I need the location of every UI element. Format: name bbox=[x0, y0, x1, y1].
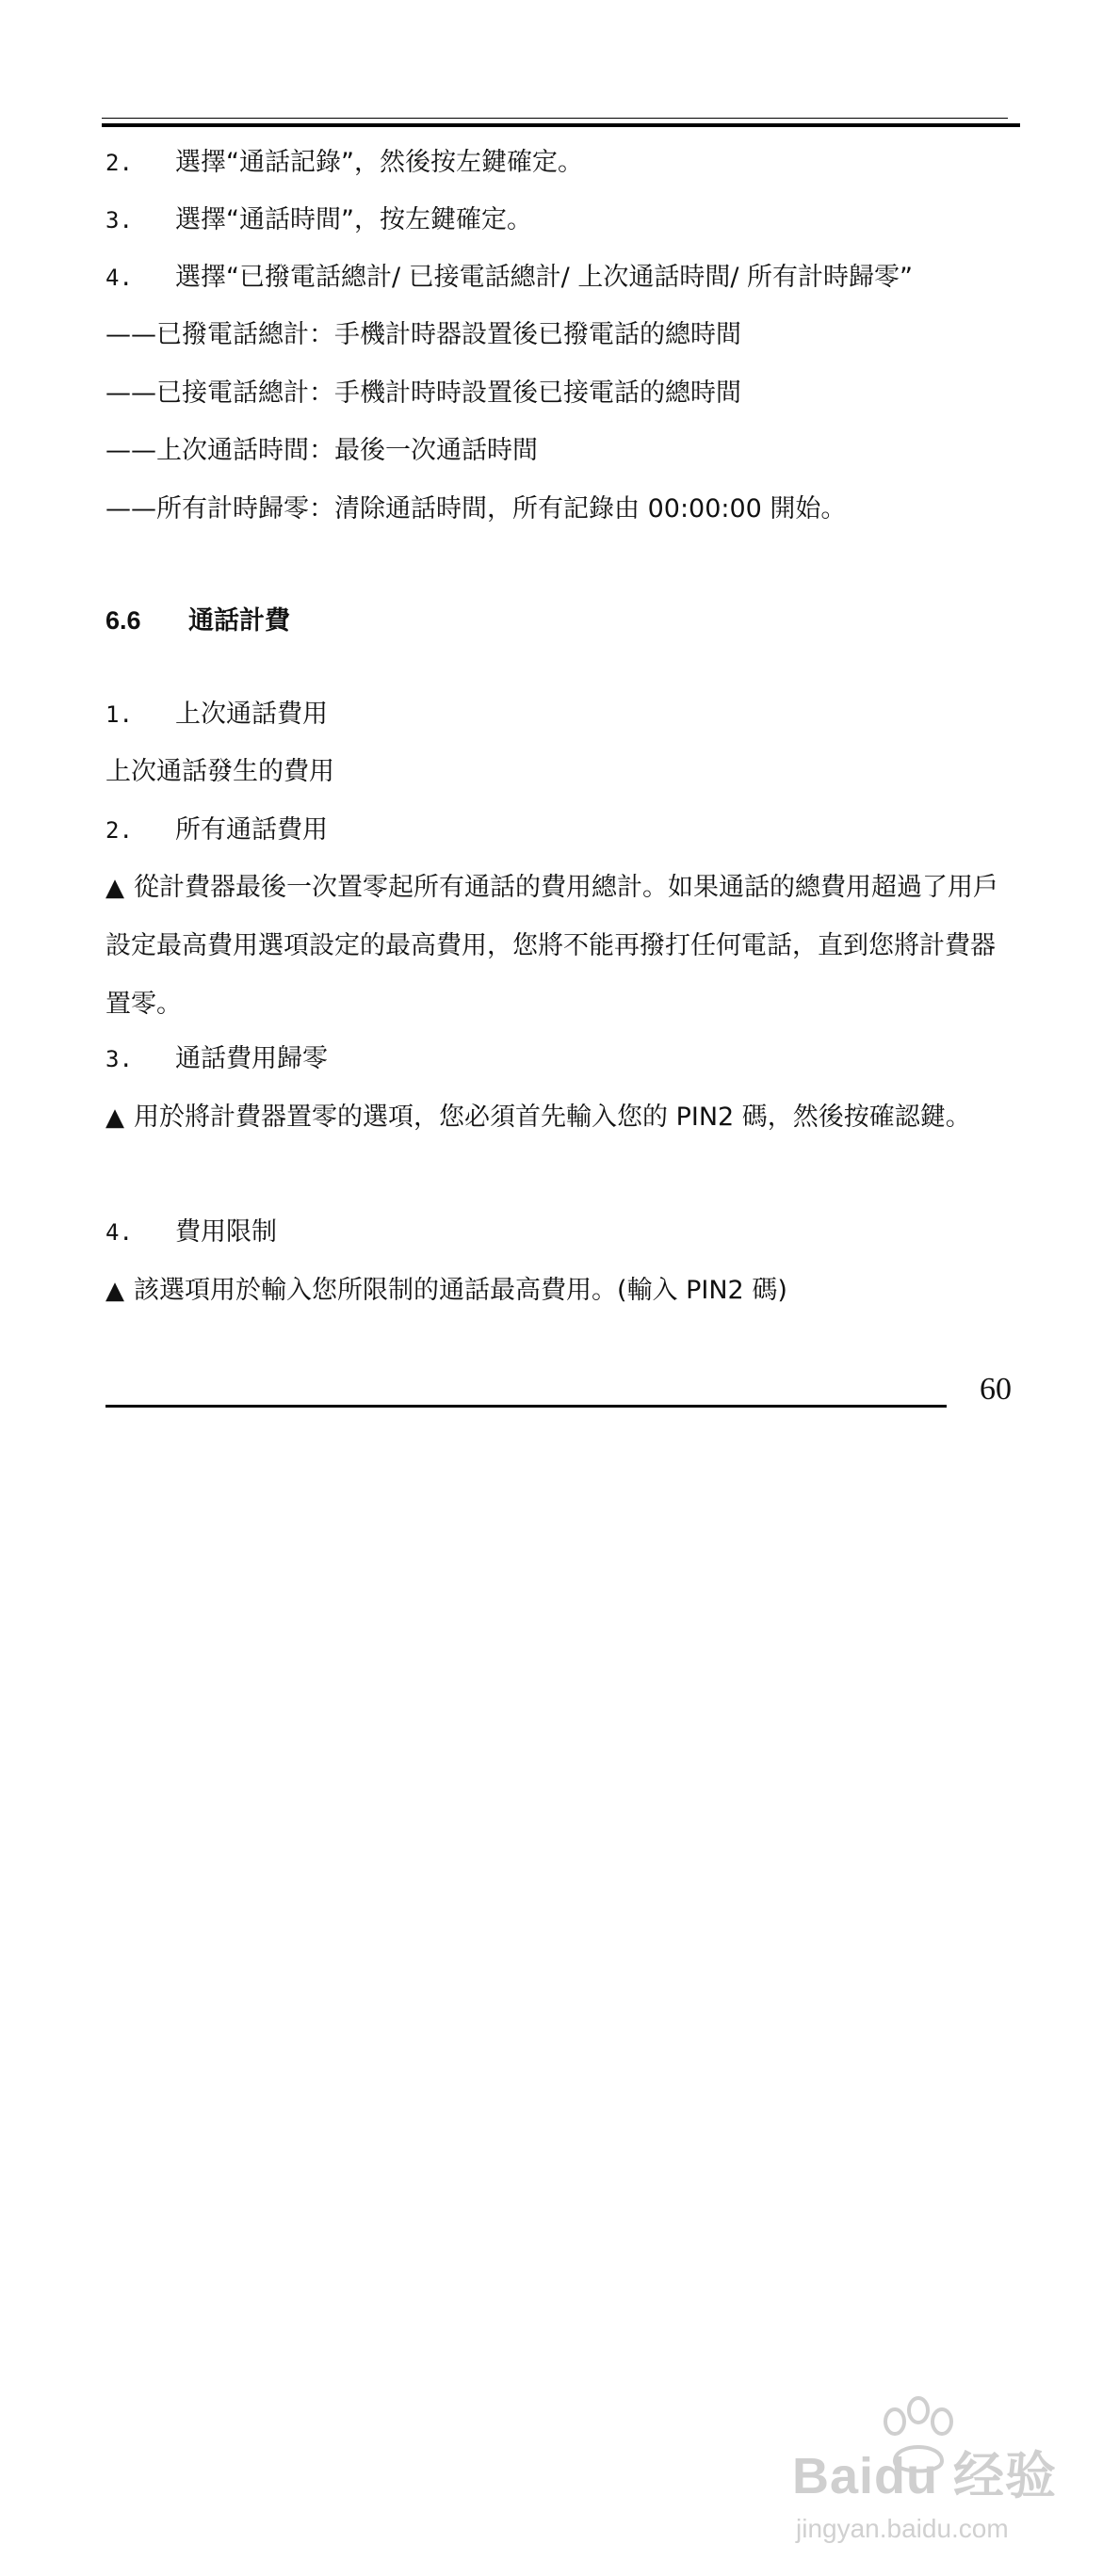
item-2-note bbox=[105, 859, 1019, 1034]
item-4 bbox=[105, 1216, 277, 1249]
page-number: 60 bbox=[980, 1372, 1012, 1407]
step-text: 選擇“已撥電話總計/ 已接電話總計/ 上次通話時間/ 所有計時歸零” bbox=[175, 263, 914, 292]
step-text: 選擇“通話記錄”，然後按左鍵確定。 bbox=[175, 148, 583, 177]
baidu-jingyan-watermark bbox=[787, 2393, 1069, 2563]
item-1-description: 上次通話發生的費用 bbox=[105, 757, 334, 786]
section-number: 6.6 bbox=[105, 606, 141, 635]
item-3 bbox=[105, 1042, 328, 1076]
item-title: 所有通話費用 bbox=[175, 815, 328, 845]
item-title: 上次通話費用 bbox=[175, 700, 328, 729]
step-number: 4. bbox=[105, 265, 133, 291]
item-4-note bbox=[105, 1262, 1019, 1320]
item-title: 費用限制 bbox=[175, 1217, 277, 1247]
watermark-url: jingyan.baidu.com bbox=[796, 2514, 1009, 2543]
step-number: 2. bbox=[105, 150, 133, 176]
step-2 bbox=[105, 146, 583, 180]
dash-line-dialed-total: ——已撥電話總計：手機計時器設置後已撥電話的總時間 bbox=[105, 320, 741, 349]
section-heading bbox=[105, 604, 290, 637]
item-number: 3. bbox=[105, 1046, 133, 1072]
triangle-bullet-icon: ▲ bbox=[105, 1277, 124, 1305]
item-number: 2. bbox=[105, 817, 133, 844]
step-4 bbox=[105, 261, 913, 295]
step-number: 3. bbox=[105, 207, 133, 233]
item-number: 4. bbox=[105, 1219, 133, 1246]
note-text: 該選項用於輸入您所限制的通話最高費用。(輸入 PIN2 碼) bbox=[134, 1276, 787, 1305]
step-3 bbox=[105, 203, 532, 237]
step-text: 選擇“通話時間”，按左鍵確定。 bbox=[175, 205, 532, 234]
item-3-note bbox=[105, 1088, 1019, 1147]
triangle-bullet-icon: ▲ bbox=[105, 874, 124, 902]
dash-line-received-total: ——已接電話總計：手機計時時設置後已接電話的總時間 bbox=[105, 378, 741, 408]
footer-rule bbox=[105, 1405, 947, 1408]
header-rule bbox=[102, 123, 1020, 127]
header-rule-thin bbox=[102, 118, 1008, 119]
item-2 bbox=[105, 813, 328, 847]
dash-line-last-call: ——上次通話時間：最後一次通話時間 bbox=[105, 436, 538, 465]
dash-line-reset-all: ——所有計時歸零：清除通話時間，所有記錄由 00:00:00 開始。 bbox=[105, 494, 847, 523]
triangle-bullet-icon: ▲ bbox=[105, 1103, 124, 1132]
item-1 bbox=[105, 698, 328, 732]
section-title: 通話計費 bbox=[188, 606, 290, 635]
note-text: 用於將計費器置零的選項，您必須首先輸入您的 PIN2 碼，然後按確認鍵。 bbox=[134, 1103, 971, 1132]
item-title: 通話費用歸零 bbox=[175, 1044, 328, 1073]
watermark-logo: Baidu 经验 bbox=[792, 2448, 1058, 2504]
item-number: 1. bbox=[105, 701, 133, 728]
note-text: 從計費器最後一次置零起所有通話的費用總計。如果通話的總費用超過了用戶設定最高費用選項設定的最高費用，您將不能再撥打任何電話，直到您將計費器置零。 bbox=[105, 873, 998, 1019]
